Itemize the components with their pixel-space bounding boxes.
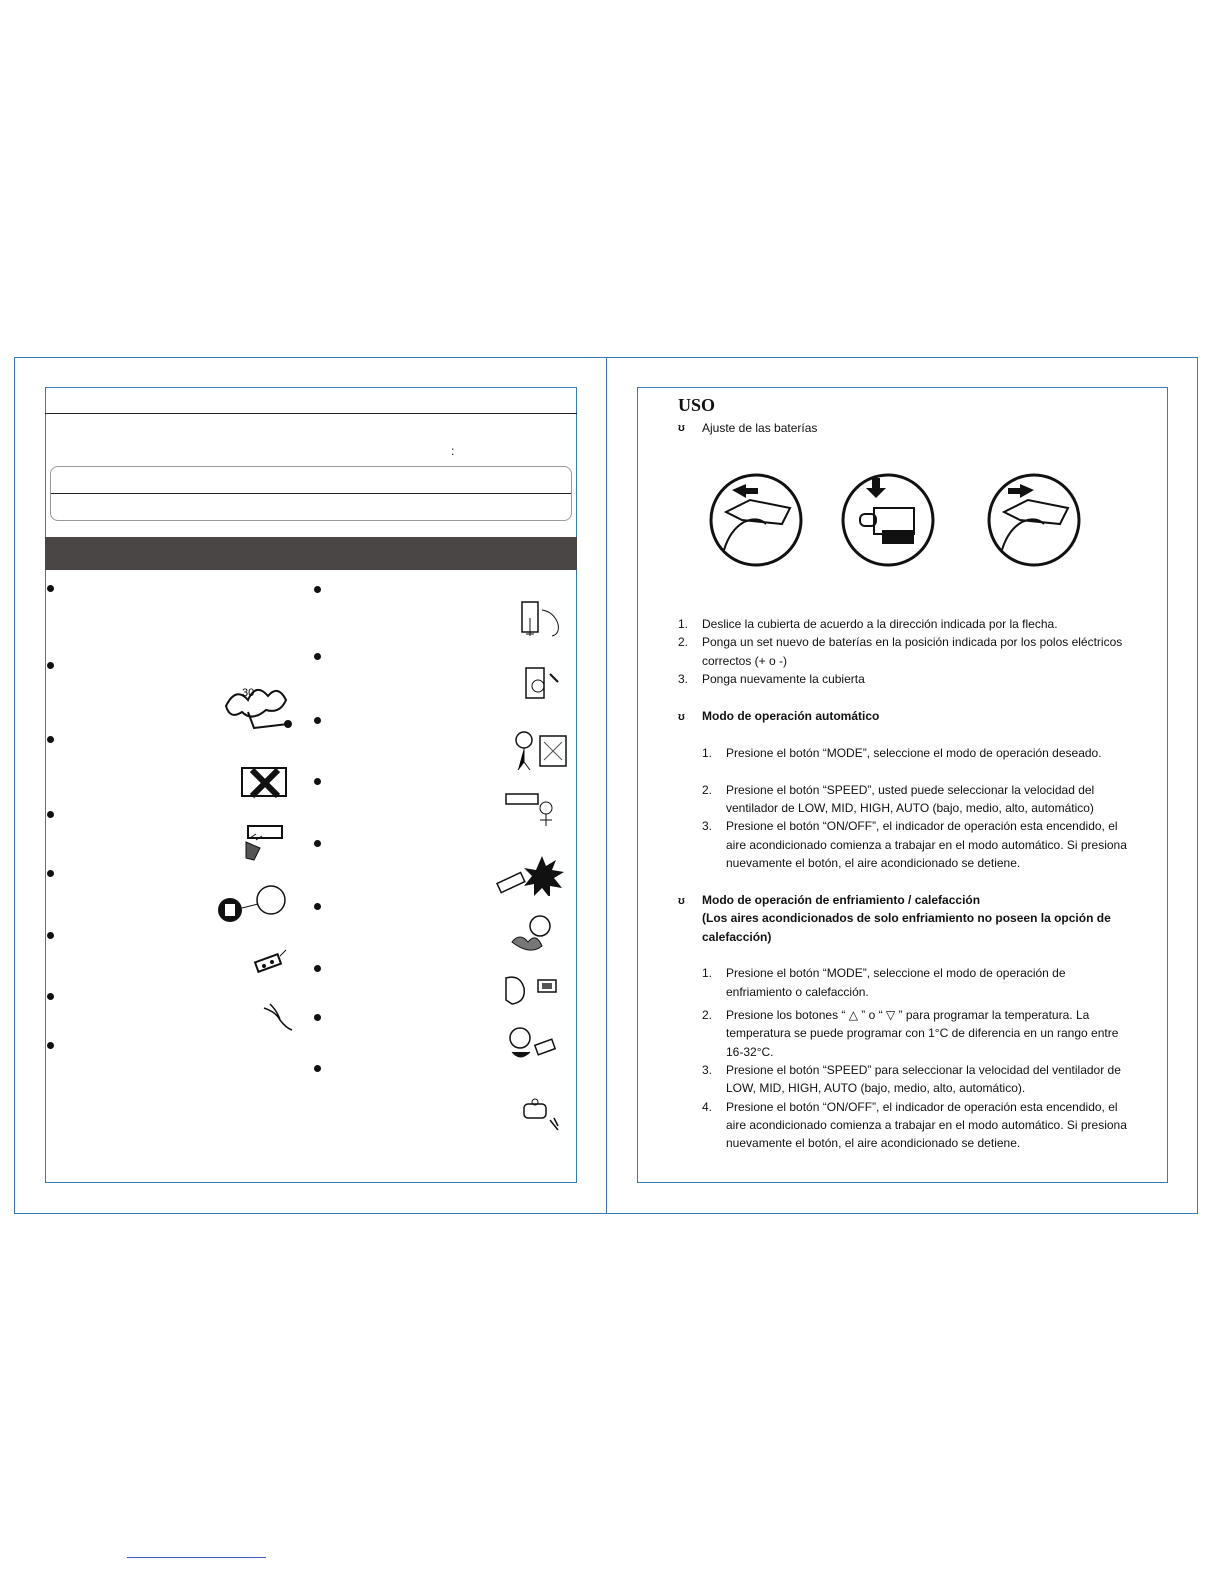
- left-bullet: [314, 1065, 321, 1072]
- left-box-rule: [51, 493, 571, 494]
- wall-plug-illustration: [518, 598, 566, 640]
- person-unit-illustration: [504, 790, 560, 830]
- battery-step-number: 2.: [678, 635, 689, 649]
- remote-unit-illustration: [520, 1096, 564, 1136]
- insert-batteries-illustration: [838, 472, 942, 568]
- tangled-cord-illustration: [218, 676, 294, 732]
- left-bullet: [47, 585, 54, 592]
- hand-wire-illustration: [260, 1000, 294, 1034]
- cool-step-text: enfriamiento o calefacción.: [726, 985, 869, 999]
- left-bullet: [314, 1014, 321, 1021]
- auto-step-text: ventilador de LOW, MID, HIGH, AUTO (bajo, medio, alto, automático): [726, 801, 1094, 815]
- left-bullet: [314, 903, 321, 910]
- slide-cover-illustration: [706, 472, 810, 568]
- left-bullet: [314, 840, 321, 847]
- left-bullet: [314, 778, 321, 785]
- auto-step-number: 2.: [702, 783, 713, 797]
- spark-explosion-illustration: [490, 852, 566, 896]
- cool-step-number: 1.: [702, 966, 713, 980]
- cool-step-text: nuevamente el botón, el aire acondicionado se detiene.: [726, 1136, 1021, 1150]
- battery-step-text: Ponga un set nuevo de baterías en la posición indicada por los polos eléctricos: [702, 635, 1123, 649]
- replace-cover-illustration: [984, 472, 1088, 568]
- cool-step-text: Presione los botones “ △ ” o “ ▽ ” para programar la temperatura. La: [726, 1008, 1090, 1022]
- cool-step-number: 2.: [702, 1008, 713, 1022]
- section-marker-icon: ʊ: [678, 422, 685, 434]
- cool-step-text: Presione el botón “ON/OFF”, el indicador de operación esta encendido, el: [726, 1100, 1118, 1114]
- left-colon: :: [451, 444, 455, 458]
- auto-step-text: aire acondicionado comienza a trabajar en el modo automático. Si presiona: [726, 838, 1127, 852]
- cool-heat-note: (Los aires acondicionados de solo enfriamiento no poseen la opción de: [702, 911, 1111, 925]
- section-marker-icon: ʊ: [678, 711, 685, 723]
- left-bullet: [47, 993, 54, 1000]
- section-marker-icon: ʊ: [678, 895, 685, 907]
- auto-step-text: nuevamente el botón, el aire acondicionado se detiene.: [726, 856, 1021, 870]
- left-bullet: [314, 717, 321, 724]
- battery-heading: Ajuste de las baterías: [702, 421, 818, 435]
- child-battery-illustration: [506, 1024, 562, 1064]
- cool-heat-note: calefacción): [702, 930, 772, 944]
- battery-step-text: Ponga nuevamente la cubierta: [702, 672, 865, 686]
- child-unit-illustration: [510, 728, 570, 772]
- cool-step-text: 16-32°C.: [726, 1045, 774, 1059]
- left-bullet: [47, 662, 54, 669]
- left-bullet: [47, 811, 54, 818]
- cool-heat-heading: Modo de operación de enfriamiento / calefacción: [702, 893, 981, 907]
- cool-step-number: 3.: [702, 1063, 713, 1077]
- battery-step-number: 1.: [678, 617, 689, 631]
- left-section-bar: [45, 537, 577, 570]
- socket-hand-illustration: [520, 664, 564, 706]
- head-device-illustration: [500, 974, 560, 1008]
- left-bullet: [47, 870, 54, 877]
- fire-smoke-illustration: [508, 912, 556, 956]
- left-bullet: [314, 586, 321, 593]
- cool-step-text: Presione el botón “MODE”, seleccione el modo de operación de: [726, 966, 1066, 980]
- auto-step-text: Presione el botón “MODE”, seleccione el modo de operación deseado.: [726, 746, 1102, 760]
- auto-mode-heading: Modo de operación automático: [702, 709, 880, 723]
- auto-step-number: 3.: [702, 819, 713, 833]
- spray-illustration: [238, 822, 284, 862]
- auto-step-text: Presione el botón “ON/OFF”, el indicador de operación esta encendido, el: [726, 819, 1118, 833]
- left-header-rule: [45, 413, 577, 414]
- cool-step-text: aire acondicionado comienza a trabajar en el modo automático. Si presiona: [726, 1118, 1127, 1132]
- outlet-warning-illustration: [216, 882, 290, 926]
- auto-step-text: Presione el botón “SPEED”, usted puede seleccionar la velocidad del: [726, 783, 1095, 797]
- battery-step-number: 3.: [678, 672, 689, 686]
- cool-step-text: LOW, MID, HIGH, AUTO (bajo, medio, alto, automático).: [726, 1081, 1026, 1095]
- bottom-blue-rule: [127, 1557, 266, 1558]
- auto-step-number: 1.: [702, 746, 713, 760]
- cool-step-text: temperatura se puede programar con 1°C de diferencia en un rango entre: [726, 1026, 1119, 1040]
- svg-text:30: 30: [242, 687, 255, 699]
- left-bullet: [47, 1042, 54, 1049]
- power-strip-illustration: [252, 946, 288, 978]
- battery-step-text: Deslice la cubierta de acuerdo a la dirección indicada por la flecha.: [702, 617, 1058, 631]
- left-bullet: [314, 965, 321, 972]
- page-divider: [606, 357, 607, 1214]
- cool-step-text: Presione el botón “SPEED” para seleccionar la velocidad del ventilador de: [726, 1063, 1121, 1077]
- page-title: USO: [678, 395, 716, 415]
- left-bullet: [47, 736, 54, 743]
- prohibited-appliance-illustration: [238, 760, 292, 800]
- battery-step-text: correctos (+ o -): [702, 654, 788, 668]
- cool-step-number: 4.: [702, 1100, 713, 1114]
- left-bullet: [314, 653, 321, 660]
- left-bullet: [47, 932, 54, 939]
